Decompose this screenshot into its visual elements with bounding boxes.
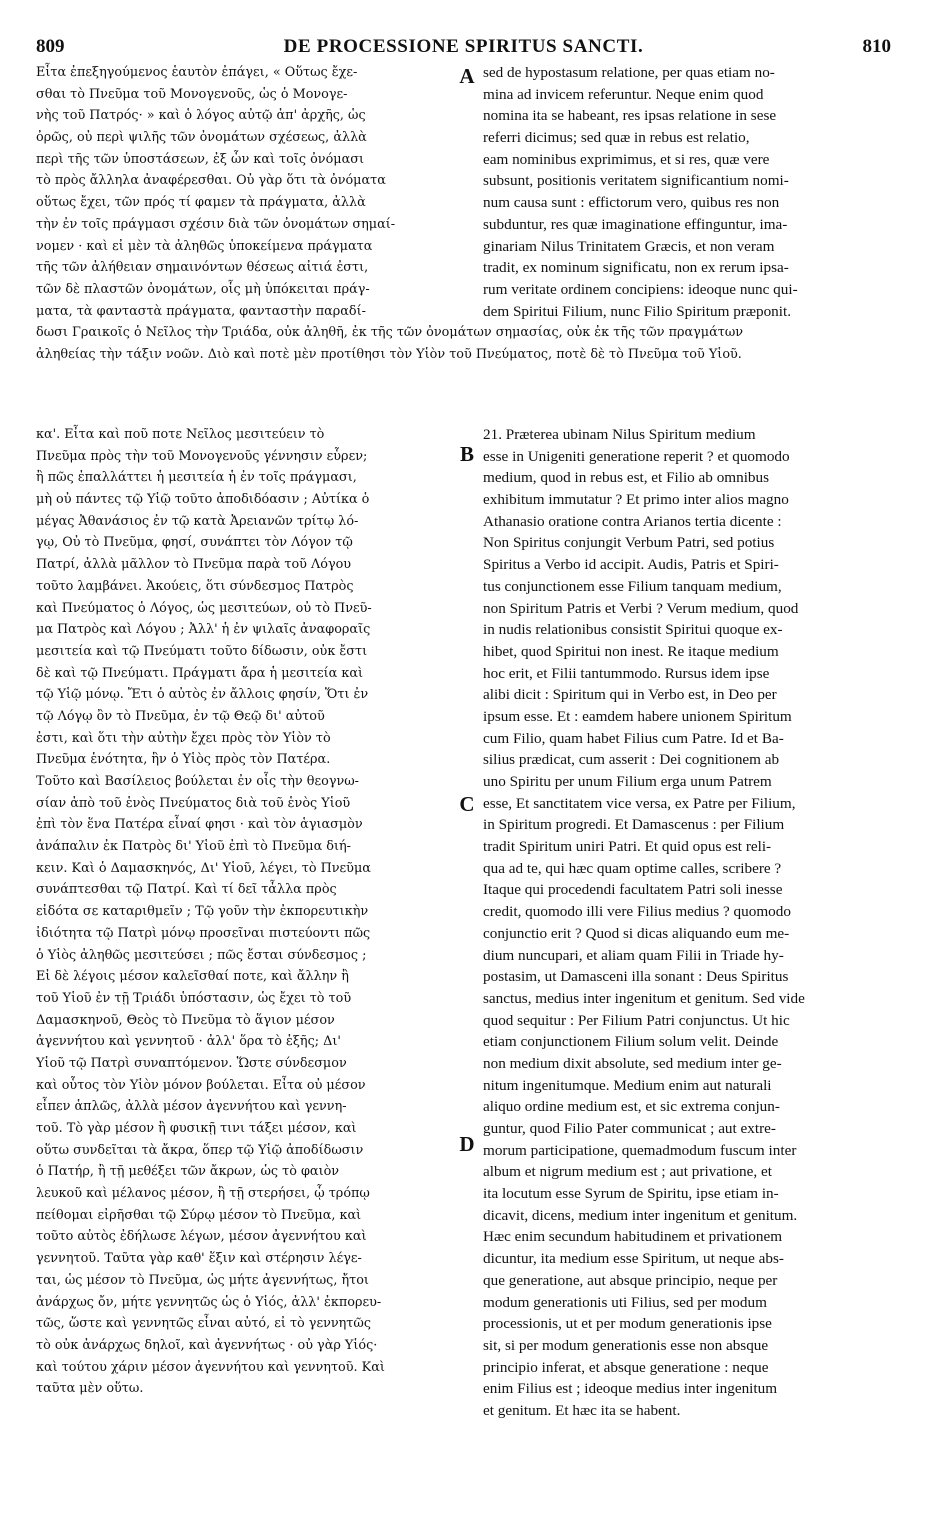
text-line: τὸ πρὸς ἄλληλα ἀναφέρεσθαι. Οὐ γὰρ ὅτι τὰ ὀνόματα: [36, 173, 386, 189]
text-line: sed de hypostasum relatione, per quas etiam no-: [483, 64, 775, 81]
page-number-left: 809: [36, 36, 65, 57]
greek-column-bottom: [36, 424, 454, 1400]
text-line: Hæc enim secundum habitudinem et privationem: [483, 1228, 783, 1246]
text-line: uno Spiritu per unum Filium erga unum Patrem: [483, 773, 772, 790]
text-line: dicavit, dicens, medium inter ingenitum et genitum.: [483, 1206, 798, 1224]
text-line: εἰδότα σε καταριθμεῖν ; Τῷ γοῦν τὴν ἐκπορευτικὴν: [36, 904, 369, 920]
text-line: ἰδιότητα τῷ Πατρὶ μόνῳ προσεῖναι πιστεύοντι πῶς: [36, 925, 371, 941]
text-line: καὶ οὗτος τὸν Υἱὸν μόνον βούλεται. Εἶτα οὐ μέσον: [36, 1077, 366, 1093]
text-line: τῷ Λόγῳ ὂν τὸ Πνεῦμα, ἐν τῷ Θεῷ δι' αὐτοῦ: [36, 708, 325, 724]
spanning-line: ἀληθείας τὴν τάξιν νοῶν. Διὸ καὶ ποτὲ μὲν προτίθησι τὸν Υἱὸν τοῦ Πνεύματος, ποτὲ δὲ τὸ Πνεῦμα τοῦ Υἱοῦ.: [36, 347, 742, 363]
text-line: οὕτω συνδεῖται τὰ ἄκρα, ὅπερ τῷ Υἱῷ ἀποδίδωσιν: [36, 1142, 364, 1158]
text-line: in nudis relationibus consistit Spiritui quoque ex-: [483, 621, 783, 639]
text-line: que generatione, aut absque principio, neque per: [483, 1271, 778, 1289]
text-line: etiam conjunctionem Filium solum velit. Deinde: [483, 1033, 779, 1051]
spanning-line: δωσι Γραικοῖς ὁ Νεῖλος τὴν Τριάδα, οὐκ ἀληθῆ, ἐκ τῆς τῶν ὀνομάτων σημασίας, οὐκ ἐκ τῆς τῶν πραγμάτων: [36, 325, 744, 341]
text-line: Non Spiritus conjungit Verbum Patri, sed potius: [483, 534, 775, 552]
text-line: τῆς τῶν ἀλήθειαν σημαινόντων θέσεως αἰτιά ἐστι,: [36, 260, 369, 276]
text-line: μὴ οὐ πάντες τῷ Υἱῷ τοῦτο ἀποδιδόασιν ; Αὐτίκα ὁ: [36, 492, 370, 508]
text-line: nitum ingenitumque. Medium enim aut naturali: [483, 1076, 772, 1094]
text-line: et genitum. Et hæc ita se habent.: [483, 1401, 681, 1419]
text-line: alibi dicit : Spiritum qui in Verbo est, in Deo per: [483, 686, 777, 704]
text-line: dicuntur, ita medium esse Spiritum, ut neque abs-: [483, 1250, 784, 1268]
text-line: μέγας Ἀθανάσιος ἐν τῷ κατὰ Ἀρειανῶν τρίτῳ λό-: [36, 513, 359, 529]
text-line: μεσιτεία καὶ τῷ Πνεύματι τοῦτο δίδωσιν, οὐκ ἔστι: [36, 643, 368, 659]
text-line: ματα, τὰ φανταστὰ πράγματα, φανταστὴν παραδί-: [36, 303, 366, 319]
text-line: 21. Præterea ubinam Nilus Spiritum medium: [483, 426, 756, 443]
text-line: rum veritate ordinem concipiens: ideoque nunc qui-: [483, 280, 798, 298]
text-line: tus conjunctionem esse Filium tanquam medium,: [483, 577, 782, 595]
text-line: γεννητοῦ. Ταῦτα γὰρ καθ' ἕξιν καὶ στέρησιν λέγε-: [36, 1251, 362, 1267]
text-line: ὀρῶς, οὐ περὶ ψιλῆς τῶν ὀνομάτων σχέσεως, ἀλλὰ: [36, 130, 367, 146]
text-line: esse in Unigeniti generatione reperit ? et quomodo: [483, 447, 790, 465]
text-line: Πνεῦμα πρὸς τὴν τοῦ Μονογενοῦς γέννησιν εὗρεν;: [36, 448, 368, 464]
text-line: δὲ καὶ τῷ Πνεύματι. Πράγματι ἄρα ἡ μεσιτεία καὶ: [36, 665, 363, 681]
text-line: ἐστι, καὶ ὅτι τὴν αὐτὴν ἔχει πρὸς τὸν Υἱὸν τὸ: [36, 730, 331, 746]
margin-marker-c: C: [459, 792, 475, 816]
page-number-right: 810: [862, 36, 891, 57]
text-line: τῷ Υἱῷ μόνῳ. Ἔτι ὁ αὐτὸς ἐν ἄλλοις φησίν, Ὅτι ἐν: [36, 687, 369, 703]
text-line: qua ad te, qui hæc quam optime calles, scribere ?: [483, 859, 782, 877]
text-line: τοῦ. Τὸ γὰρ μέσον ἢ φυσικῇ τινι τάξει μέσον, καὶ: [36, 1121, 357, 1136]
text-line: ἀνάρχως ὄν, μήτε γεννητῶς ὡς ὁ Υἱός, ἀλλ' ἐκπορευ-: [36, 1294, 382, 1310]
text-line: subduntur, res quæ imaginatione effinguntur, ima-: [483, 215, 788, 233]
text-line: hoc erit, et Filii tantummodo. Rursus idem ipse: [483, 664, 770, 682]
text-line: subsunt, positionis veritatem significantium nomi-: [483, 172, 789, 190]
text-line: περὶ τῆς τῶν ὑποστάσεων, ἐξ ὧν καὶ τοῖς ὀνόμασι: [36, 151, 364, 167]
running-title: DE PROCESSIONE SPIRITUS SANCTI.: [283, 36, 644, 57]
text-line: νὴς τοῦ Πατρός· » καὶ ὁ λόγος αὐτῷ ἀπ' ἀρχῆς, ὡς: [36, 108, 366, 124]
text-line: κειν. Καὶ ὁ Δαμασκηνός, Δι' Υἱοῦ, λέγει, τὸ Πνεῦμα: [36, 860, 371, 876]
text-line: num causa sunt : effictorum vero, quibus res non: [483, 194, 780, 212]
text-line: in Spiritum progredi. Et Damascenus : per Filium: [483, 816, 785, 834]
text-line: κα'. Εἶτα καὶ ποῦ ποτε Νεῖλος μεσιτεύειν τὸ: [36, 427, 325, 442]
text-line: silius prædicat, cum asserit : Dei cognitionem ab: [483, 751, 780, 769]
text-line: ὁ Πατήρ, ἢ τῇ μεθέξει τῶν ἄκρων, ὡς τὸ φαιὸν: [36, 1164, 340, 1180]
text-line: ἐπὶ τὸν ἕνα Πατέρα εἶναί φησι · καὶ τὸν ἁγιασμὸν: [36, 817, 363, 833]
margin-marker-a: A: [459, 64, 475, 88]
text-line: Τοῦτο καὶ Βασίλειος βούλεται ἐν οἷς τὴν θεογνω-: [36, 774, 360, 789]
text-line: ται, ὡς μέσον τὸ Πνεῦμα, ὡς μήτε ἀγεννήτως, ἤτοι: [36, 1272, 369, 1288]
text-line: sit, si per modum generationis esse non absque: [483, 1336, 769, 1354]
text-line: νομεν · καὶ εἰ μὲν τὰ ἀληθῶς ὑποκείμενα πράγματα: [36, 238, 373, 254]
text-line: Itaque qui procedendi facultatem Patri soli inesse: [483, 881, 783, 899]
text-line: credit, quomodo illi vere Filius medius ? quomodo: [483, 903, 791, 921]
text-line: dem Spiritui Filium, nunc Filio Spiritum præponit.: [483, 302, 791, 320]
text-line: καὶ τούτου χάριν μέσον ἀγεννήτου καὶ γεννητοῦ. Καὶ: [36, 1359, 385, 1375]
text-line: ταῦτα μὲν οὕτω.: [36, 1381, 144, 1397]
text-line: Athanasio oratione contra Arianos tertia dicente :: [483, 512, 782, 530]
text-line: non Spiritum Patris et Verbi ? Verum medium, quod: [483, 599, 799, 617]
text-line: postasim, ut Damasceni illa sonant : Deus Spiritus: [483, 968, 789, 986]
text-line: ἀγεννήτου καὶ γεννητοῦ · ἀλλ' ὅρα τὸ ἑξῆς; Δι': [36, 1034, 341, 1050]
text-line: τῶν δὲ πλαστῶν ὀνομάτων, οἷς μὴ ὑπόκειται πράγ-: [36, 281, 370, 297]
text-line: μα Πατρὸς καὶ Λόγου ; Ἀλλ' ἡ ἐν ψιλαῖς ἀναφοραῖς: [36, 622, 371, 638]
text-line: medium, quod in rebus est, et Filio ab omnibus: [483, 469, 770, 487]
text-line: τοῦτο λαμβάνει. Ἀκούεις, ὅτι σύνδεσμος Πατρὸς: [36, 578, 354, 594]
text-line: Spiritus a Verbo id accipit. Audis, Patris et Spiri-: [483, 556, 779, 574]
text-line: τὸ οὐκ ἀνάρχως δηλοῖ, καὶ ἀγεννήτως · οὐ γὰρ Υἱός·: [36, 1337, 378, 1353]
text-line: τοῦ Υἱοῦ ἐν τῇ Τριάδι ὑπόστασιν, ὡς ἔχει τὸ τοῦ: [36, 990, 352, 1006]
text-line: Εἶτα ἐπεξηγούμενος ἑαυτὸν ἐπάγει, « Οὕτως ἔχε-: [36, 65, 358, 80]
text-line: processionis, ut et per modum generationis ipse: [483, 1315, 772, 1333]
running-head: [36, 36, 891, 60]
text-line: cum Filio, quam habet Filius cum Patre. Id et Ba-: [483, 729, 784, 747]
text-line: esse, Et sanctitatem vice versa, ex Patre per Filium,: [483, 794, 796, 812]
text-line: album et nigrum medium est ; aut privatione, et: [483, 1163, 772, 1181]
text-line: ἢ πῶς ἐπαλλάττει ἡ μεσιτεία ἡ ἐν τοῖς πράγμασι,: [36, 470, 357, 486]
text-line: sanctus, medius inter ingenitum et genitum. Sed vide: [483, 989, 805, 1007]
text-line: καὶ Πνεύματος ὁ Λόγος, ὡς μεσιτεύων, οὐ τὸ Πνεῦ-: [36, 600, 372, 616]
text-line: exhibitum immutatur ? Et primo inter alios magno: [483, 491, 789, 509]
latin-column-bottom: [483, 424, 891, 1422]
margin-marker-d: D: [459, 1132, 475, 1156]
text-line: enim Filius est ; ideoque medius inter ingenitum: [483, 1380, 778, 1398]
text-line: conjunctio erit ? Quod si dicas aliquando eum me-: [483, 924, 790, 942]
text-line: σθαι τὸ Πνεῦμα τοῦ Μονογενοῦς, ὡς ὁ Μονογε-: [36, 86, 348, 102]
text-line: mina ad invicem referuntur. Neque enim quod: [483, 85, 764, 103]
latin-column-top: [483, 62, 891, 322]
text-line: guntur, quod Filio Pater communicat ; aut extre-: [483, 1120, 776, 1137]
text-line: τὴν ἐν τοῖς πράγμασι σχέσιν διὰ τῶν ὀνομάτων σημαί-: [36, 216, 396, 232]
text-line: dium nuncupari, et aliam quam Filii in Triade hy-: [483, 946, 784, 964]
text-line: Δαμασκηνοῦ, Θεὸς τὸ Πνεῦμα τὸ ἅγιον μέσον: [36, 1012, 335, 1028]
text-line: hibet, quod Spiritui non inest. Re itaque medium: [483, 642, 779, 660]
text-line: τῶς, ὥστε καὶ γεννητῶς εἶναι αὐτό, εἰ τὸ γεννητῶς: [36, 1316, 371, 1332]
text-line: ἀνάπαλιν ἐκ Πατρὸς δι' Υἱοῦ ἐπὶ τὸ Πνεῦμα διή-: [36, 839, 351, 855]
text-line: ipsum esse. Et : eamdem habere unionem Spiritum: [483, 707, 792, 725]
text-line: γῳ, Οὐ τὸ Πνεῦμα, φησί, συνάπτει τὸν Λόγον τῷ: [36, 535, 353, 551]
text-line: tradit Spiritum uniri Patri. Et quid opus est reli-: [483, 838, 772, 856]
text-line: referri dicimus; sed quæ in rebus est relatio,: [483, 129, 750, 147]
text-line: πείθομαι εἰρῆσθαι τῷ Σύρῳ μέσον τὸ Πνεῦμα, καὶ: [36, 1207, 362, 1223]
text-line: λευκοῦ καὶ μέλανος μέσον, ἢ τῇ στερήσει, ᾧ τρόπῳ: [36, 1186, 370, 1202]
text-line: non medium dixit absolute, sed medium inter ge-: [483, 1054, 782, 1072]
text-line: ginariam Nilus Trinitatem Græcis, et non veram: [483, 237, 775, 255]
text-line: Πατρί, ἀλλὰ μᾶλλον τὸ Πνεῦμα παρὰ τοῦ Λόγου: [36, 557, 352, 573]
text-line: nomina ita se habeant, res ipsas relatione in sese: [483, 107, 777, 125]
text-line: εἶπεν ἁπλῶς, ἀλλὰ μέσον ἀγεννήτου καὶ γεννη-: [36, 1099, 347, 1115]
text-line: quod sequitur : Per Filium Patri conjunctus. Ut hic: [483, 1011, 790, 1029]
text-line: ὁ Υἱὸς ἀληθῶς μεσιτεύσει ; πῶς ἔσται σύνδεσμος ;: [36, 947, 367, 963]
text-line: οὕτως ἔχει, τῶν πρός τί φαμεν τὰ πράγματα, ἀλλὰ: [36, 195, 366, 211]
text-line: eam nominibus exprimimus, et si res, quæ vere: [483, 150, 770, 168]
text-line: aliquo ordine medium est, et sic extrema conjun-: [483, 1098, 780, 1116]
text-line: συνάπτεσθαι τῷ Πατρί. Καὶ τί δεῖ τἆλλα πρὸς: [36, 882, 337, 898]
text-line: Πνεῦμα ἑνότητα, ἣν ὁ Υἱὸς πρὸς τὸν Πατέρα.: [36, 752, 331, 768]
text-line: σίαν ἀπὸ τοῦ ἑνὸς Πνεύματος διὰ τοῦ ἑνὸς Υἱοῦ: [36, 795, 351, 811]
text-line: morum participatione, quemadmodum fuscum inter: [483, 1141, 797, 1159]
text-line: τοῦτο αὐτὸς ἐδήλωσε λέγων, μέσον ἀγεννήτου καὶ: [36, 1229, 367, 1245]
text-line: tradit, ex nominum significatu, non ex rerum ipsa-: [483, 259, 789, 277]
text-line: modum generationis uti Filius, sed per modum: [483, 1293, 767, 1311]
text-line: ita locutum esse Syrum de Spiritu, ipse etiam in-: [483, 1185, 779, 1203]
margin-marker-b: B: [459, 442, 474, 466]
text-line: Υἱοῦ τῷ Πατρὶ συναπτόμενον. Ὥστε σύνδεσμον: [36, 1055, 347, 1071]
text-line: Εἰ δὲ λέγοις μέσον καλεῖσθαί ποτε, καὶ ἄλλην ἢ: [36, 969, 349, 985]
greek-column-top: [36, 62, 454, 322]
text-line: principio inferat, et absque generatione : neque: [483, 1358, 769, 1376]
